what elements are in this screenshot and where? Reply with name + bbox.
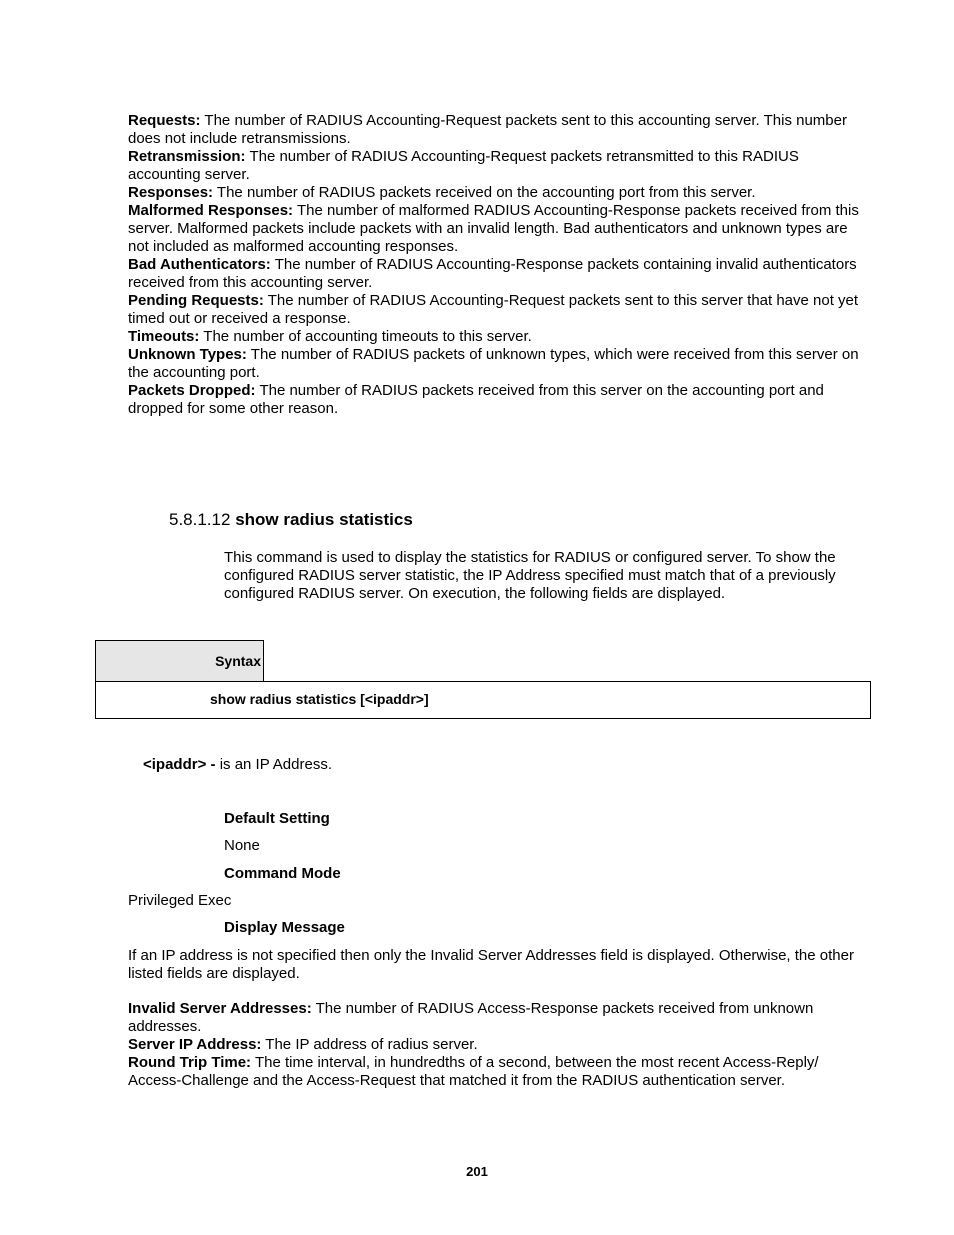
field-description: The number of malformed RADIUS Accounting-Response packets received from this server. Malformed packets include packets with an invalid length. Bad authenticators and unknown types are not included as malformed accounting responses. [128,202,859,255]
section-heading [169,509,413,531]
field-term: Requests: [128,112,201,129]
default-setting-value: None [224,837,260,854]
accounting-field-list [128,112,868,418]
syntax-header-cell [95,640,264,682]
field-term: Invalid Server Addresses: [128,1000,312,1017]
field-definition [128,148,868,184]
statistics-field-list [128,1000,868,1090]
field-definition [128,382,868,418]
field-description: The number of RADIUS Accounting-Response packets containing invalid authenticators received from this accounting server. [128,256,857,291]
field-definition [128,328,868,346]
command-mode-label: Command Mode [224,865,341,882]
section-number: 5.8.1.12 [169,510,231,529]
default-setting-label: Default Setting [224,810,330,827]
syntax-label: Syntax [215,653,261,669]
field-term: Packets Dropped: [128,382,256,399]
field-description: The number of RADIUS Accounting-Request packets retransmitted to this RADIUS accounting server. [128,148,799,183]
syntax-command-cell [95,681,871,719]
field-description: The IP address of radius server. [261,1036,478,1053]
field-term: Unknown Types: [128,346,247,363]
display-message-text: If an IP address is not specified then only the Invalid Server Addresses field is displayed. Otherwise, the other listed fields are displayed. [128,947,854,982]
field-term: Pending Requests: [128,292,264,309]
field-definition [128,292,868,328]
field-description: The number of RADIUS Access-Response packets received from unknown addresses. [128,1000,814,1035]
field-term: Server IP Address: [128,1036,262,1053]
field-definition [128,202,868,256]
field-definition [128,346,868,382]
page-number: 201 [466,1164,488,1179]
field-term: Round Trip Time: [128,1054,252,1071]
display-message-label: Display Message [224,919,345,936]
parameter-text: is an IP Address. [215,756,332,773]
parameter-name: <ipaddr> - [143,756,216,773]
section-intro: This command is used to display the statistics for RADIUS or configured server. To show the configured RADIUS server statistic, the IP Address specified must match that of a previously configured RADIUS server. On execution, the following fields are displayed. [224,549,836,602]
section-title: show radius statistics [235,510,413,529]
field-description: The time interval, in hundredths of a second, between the most recent Access-Reply/ Access-Challenge and the Access-Request that matched it from the RADIUS authentication server. [128,1054,819,1089]
field-term: Retransmission: [128,148,246,165]
field-description: The number of RADIUS packets received from this server on the accounting port and dropped for some other reason. [128,382,824,417]
field-definition [128,256,868,292]
field-definition [128,1000,868,1036]
field-term: Timeouts: [128,328,200,345]
field-definition [128,1036,868,1054]
field-description: The number of RADIUS packets of unknown types, which were received from this server on the accounting port. [128,346,859,381]
field-term: Bad Authenticators: [128,256,271,273]
field-description: The number of RADIUS Accounting-Request packets sent to this server that have not yet timed out or received a response. [128,292,859,327]
field-term: Malformed Responses: [128,202,294,219]
field-definition [128,184,868,202]
field-description: The number of RADIUS Accounting-Request packets sent to this accounting server. This number does not include retransmissions. [128,112,847,147]
command-mode-value: Privileged Exec [128,892,232,909]
field-description: The number of RADIUS packets received on the accounting port from this server. [213,184,756,201]
syntax-command: show radius statistics [<ipaddr>] [210,691,429,707]
field-description: The number of accounting timeouts to this server. [199,328,532,345]
field-definition [128,1054,868,1090]
parameter-description [143,756,332,774]
field-definition [128,112,868,148]
field-term: Responses: [128,184,214,201]
